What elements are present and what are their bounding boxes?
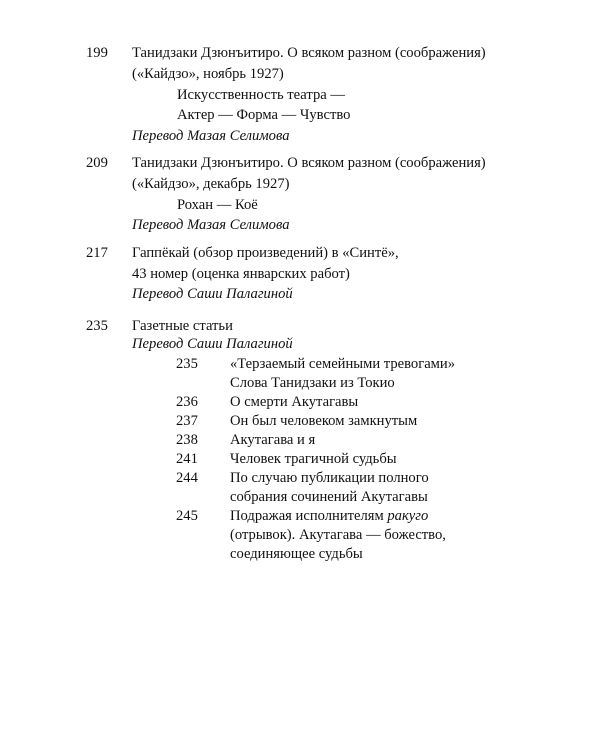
article-title-text: Подражая исполнителям bbox=[230, 508, 388, 524]
entry-page-number: 235 bbox=[86, 318, 108, 334]
translator-credit: Перевод Саши Палагиной bbox=[132, 286, 293, 302]
article-title-line: Он был человеком замкнутым bbox=[230, 413, 418, 429]
entry-subtitle-line: Искусственность театра — bbox=[177, 87, 345, 103]
entry-title-line: Газетные статьи bbox=[132, 318, 233, 334]
translator-credit: Перевод Мазая Селимова bbox=[132, 128, 290, 144]
article-title-line: Слова Танидзаки из Токио bbox=[230, 375, 395, 391]
entry-page-number: 209 bbox=[86, 155, 108, 171]
rakugo-term: ракуго bbox=[387, 508, 429, 524]
entry-title-line: Танидзаки Дзюнъитиро. О всяком разном (соображения) bbox=[132, 45, 486, 61]
article-page-number: 237 bbox=[176, 413, 198, 429]
translator-credit: Перевод Саши Палагиной bbox=[132, 336, 293, 352]
entry-title-line: («Кайдзо», ноябрь 1927) bbox=[132, 66, 284, 82]
article-page-number: 238 bbox=[176, 432, 198, 448]
article-page-number: 241 bbox=[176, 451, 198, 467]
article-page-number: 236 bbox=[176, 394, 198, 410]
article-page-number: 244 bbox=[176, 470, 198, 486]
article-title-line: По случаю публикации полного bbox=[230, 470, 429, 486]
entry-title-line: Гаппёкай (обзор произведений) в «Синтё», bbox=[132, 245, 399, 261]
article-title-line: «Терзаемый семейными тревогами» bbox=[230, 356, 456, 372]
entry-title-line: Танидзаки Дзюнъитиро. О всяком разном (соображения) bbox=[132, 155, 486, 171]
entry-title-line: («Кайдзо», декабрь 1927) bbox=[132, 176, 290, 192]
entry-title-line: 43 номер (оценка январских работ) bbox=[132, 266, 350, 282]
article-title-line: Акутагава и я bbox=[230, 432, 316, 448]
article-title-line: (отрывок). Акутагава — божество, bbox=[230, 527, 446, 543]
article-title-line bbox=[230, 507, 428, 525]
article-title-line: Человек трагичной судьбы bbox=[230, 451, 397, 467]
article-page-number: 235 bbox=[176, 356, 198, 372]
entry-subtitle-line: Рохан — Коё bbox=[177, 197, 258, 213]
entry-page-number: 199 bbox=[86, 45, 108, 61]
translator-credit: Перевод Мазая Селимова bbox=[132, 217, 290, 233]
article-page-number: 245 bbox=[176, 508, 198, 524]
entry-subtitle-line: Актер — Форма — Чувство bbox=[177, 107, 351, 123]
article-title-line: собрания сочинений Акутагавы bbox=[230, 489, 428, 505]
entry-page-number: 217 bbox=[86, 245, 108, 261]
article-title-line: О смерти Акутагавы bbox=[230, 394, 359, 410]
article-title-line: соединяющее судьбы bbox=[230, 546, 363, 562]
